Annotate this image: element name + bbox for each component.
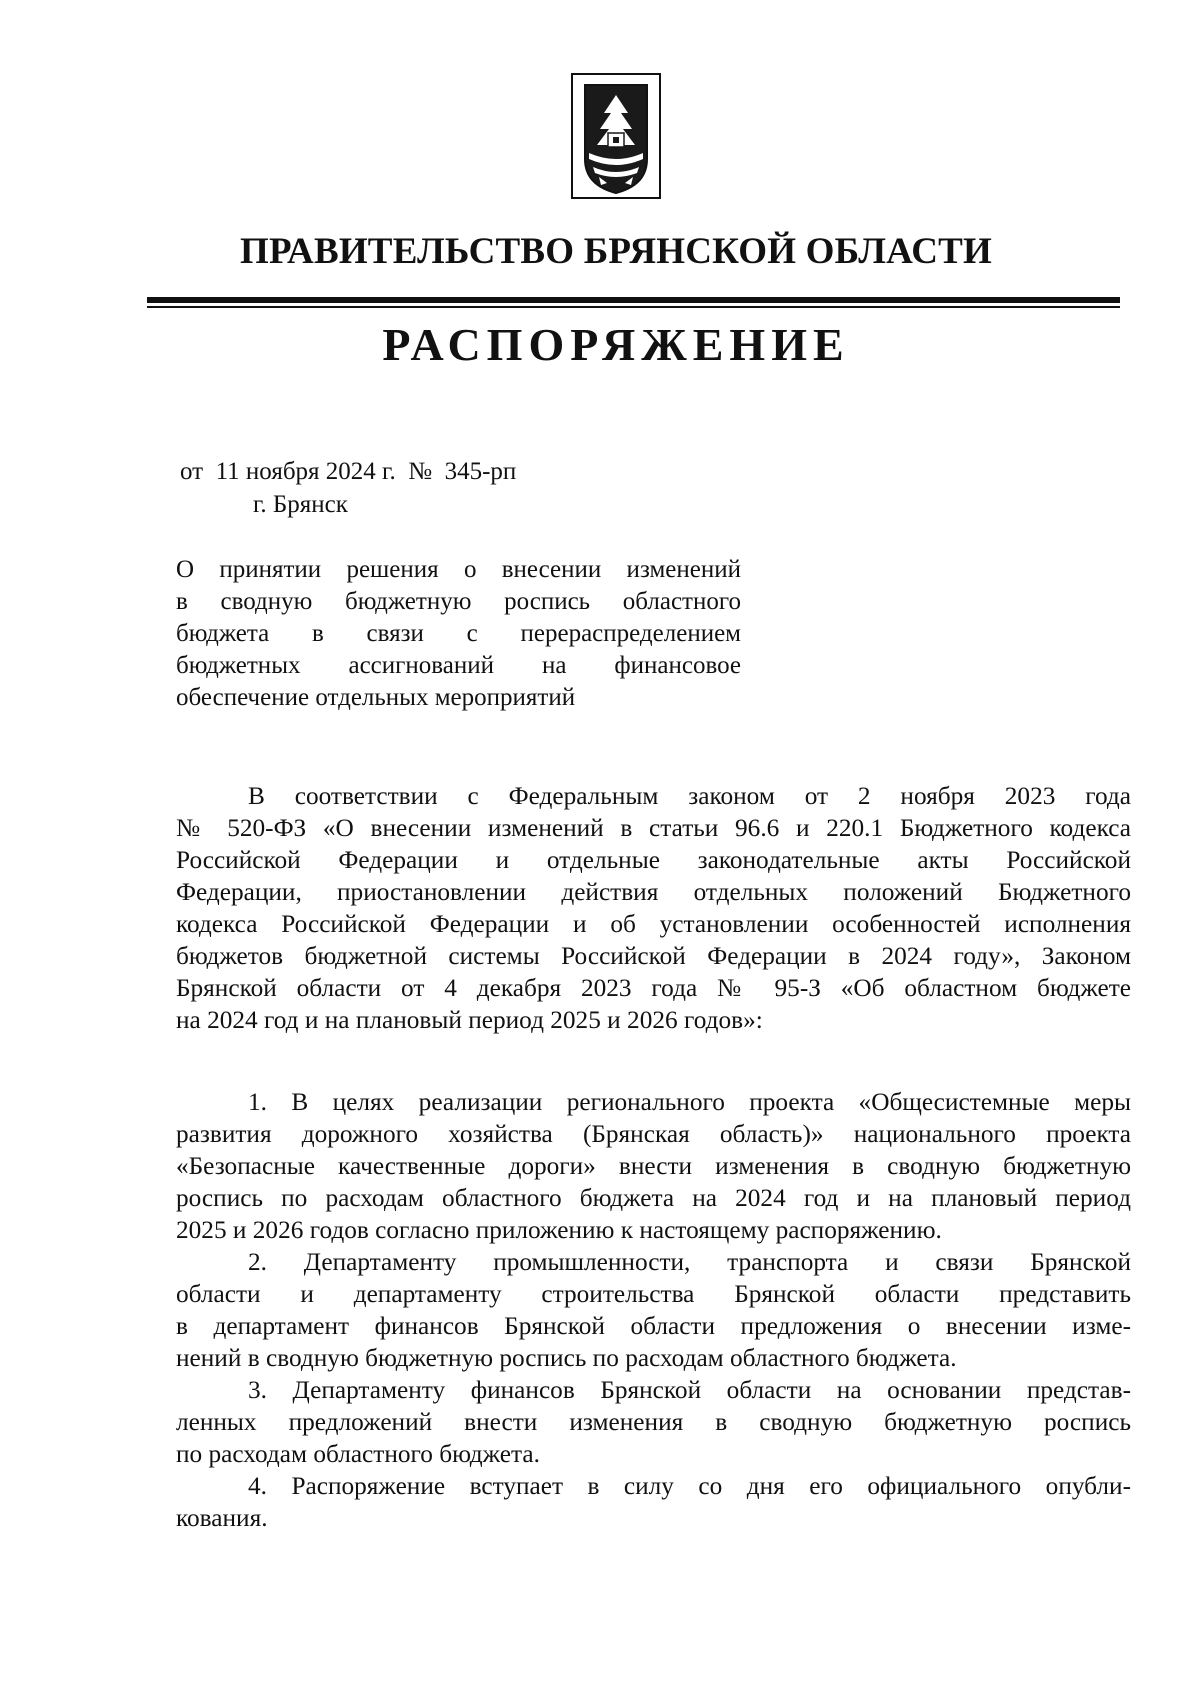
paragraph-line: кодекса Российской Федерации и об установлении особенностей исполнения — [176, 910, 1131, 938]
paragraph-line: Брянской области от 4 декабря 2023 года № 95-З «Об областном бюджете — [176, 974, 1131, 1002]
organization-name: ПРАВИТЕЛЬСТВО БРЯНСКОЙ ОБЛАСТИ — [239, 231, 993, 272]
paragraph-line: 4. Распоряжение вступает в силу со дня его официального опубли- — [248, 1472, 1131, 1500]
header-rule-thin — [147, 306, 1120, 308]
paragraph-line: 1. В целях реализации регионального проекта «Общесистемные меры — [248, 1088, 1131, 1116]
paragraph-line: 2025 и 2026 годов согласно приложению к настоящему распоряжению. — [176, 1216, 942, 1244]
subject-line: О принятии решения о внесении изменений — [176, 556, 741, 583]
item-2-paragraph — [176, 1246, 1131, 1374]
paragraph-line: бюджетов бюджетной системы Российской Федерации в 2024 году», Законом — [176, 942, 1131, 970]
paragraph-line: 2. Департаменту промышленности, транспорта и связи Брянской — [248, 1248, 1131, 1276]
subject-line: обеспечение отдельных мероприятий — [176, 684, 576, 711]
paragraph-line: развития дорожного хозяйства (Брянская область)» национального проекта — [176, 1120, 1131, 1148]
header-rule-thick — [147, 297, 1120, 303]
subject-line: бюджета в связи с перераспределением — [176, 620, 741, 647]
item-3-paragraph — [176, 1374, 1131, 1470]
paragraph-line: в департамент финансов Брянской области предложения о внесении изме- — [176, 1312, 1131, 1340]
coat-of-arms-emblem — [571, 73, 661, 199]
paragraph-line: роспись по расходам областного бюджета на 2024 год и на плановый период — [176, 1184, 1131, 1212]
item-4-paragraph — [176, 1470, 1131, 1534]
document-type-title: РАСПОРЯЖЕНИЕ — [382, 319, 850, 370]
paragraph-line: нений в сводную бюджетную роспись по расходам областного бюджета. — [176, 1344, 957, 1372]
subject-line: бюджетных ассигнований на финансовое — [176, 652, 741, 679]
paragraph-line: ленных предложений внести изменения в сводную бюджетную роспись — [176, 1408, 1131, 1436]
preamble-paragraph — [176, 780, 1131, 1036]
paragraph-line: на 2024 год и на плановый период 2025 и 2026 годов»: — [176, 1006, 763, 1034]
paragraph-line: № 520-ФЗ «О внесении изменений в статьи 96.6 и 220.1 Бюджетного кодекса — [176, 814, 1131, 842]
registration-date-number: от 11 ноября 2024 г. № 345-рп — [180, 458, 517, 485]
subject-line: в сводную бюджетную роспись областного — [176, 588, 741, 615]
paragraph-line: области и департаменту строительства Брянской области представить — [176, 1280, 1131, 1308]
item-1-paragraph — [176, 1086, 1131, 1246]
paragraph-line: кования. — [176, 1504, 268, 1532]
registration-city: г. Брянск — [253, 491, 348, 518]
paragraph-line: 3. Департаменту финансов Брянской области на основании представ- — [248, 1376, 1131, 1404]
paragraph-line: «Безопасные качественные дороги» внести изменения в сводную бюджетную — [176, 1152, 1131, 1180]
paragraph-line: по расходам областного бюджета. — [176, 1440, 540, 1468]
paragraph-line: Российской Федерации и отдельные законодательные акты Российской — [176, 846, 1131, 874]
document-subject — [176, 554, 741, 714]
paragraph-line: В соответствии с Федеральным законом от 2 ноября 2023 года — [248, 782, 1131, 810]
paragraph-line: Федерации, приостановлении действия отдельных положений Бюджетного — [176, 878, 1131, 906]
